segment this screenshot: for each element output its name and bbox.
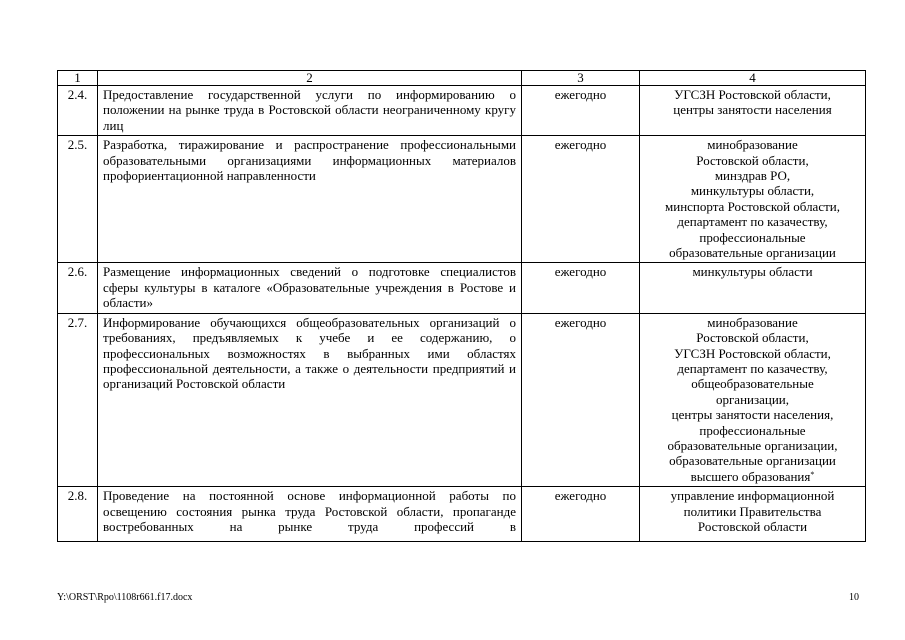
- row-executors: [640, 86, 866, 136]
- row-executors: [640, 136, 866, 263]
- executor-line: центры занятости населения: [673, 102, 832, 118]
- row-executors: [640, 313, 866, 486]
- footnote-mark: *: [810, 469, 815, 479]
- executor-line: общеобразовательные: [691, 376, 814, 392]
- row-description-text: Проведение на постоянной основе информационной работы по освещению состояния рынка труда Ростовской области, пропаганде востребованных на рынке труда профессий в: [103, 488, 516, 534]
- row-term: ежегодно: [522, 86, 640, 136]
- row-executors: [640, 263, 866, 313]
- column-number-2: 2: [98, 71, 522, 86]
- table-row: [58, 263, 866, 313]
- row-executors: [640, 487, 866, 542]
- table-header-row: [58, 71, 866, 86]
- row-description: Информирование обучающихся общеобразовательных организаций о требованиях, предъявляемых к учебе и ее содержанию, о профессиональных возможностях в выбранных ими областях профессиональной деятельности, а также о деятельности предприятий и организаций Ростовской области: [98, 313, 522, 486]
- row-description: Предоставление государственной услуги по информированию о положении на рынке труда в Ростовской области неограниченному кругу лиц: [98, 86, 522, 136]
- column-number-3: 3: [522, 71, 640, 86]
- executor-line: Ростовской области,: [696, 152, 809, 168]
- row-number: 2.4.: [58, 86, 98, 136]
- executor-line: Ростовской области: [697, 518, 808, 534]
- row-number-text: 2.8.: [67, 488, 88, 504]
- row-number: 2.7.: [58, 313, 98, 486]
- row-description: Разработка, тиражирование и распространение профессиональными образовательными организациями информационных материалов профориентационной направленности: [98, 136, 522, 263]
- row-term: ежегодно: [522, 263, 640, 313]
- row-term: [522, 487, 640, 542]
- row-term-text: ежегодно: [554, 488, 607, 504]
- executor-line: образовательные организации: [669, 453, 836, 469]
- executor-line: минкультуры области,: [690, 183, 815, 199]
- row-number: 2.6.: [58, 263, 98, 313]
- executor-line: [645, 469, 860, 484]
- executor-line: УГСЗН Ростовской области,: [674, 87, 831, 102]
- executor-line: центры занятости населения,: [671, 407, 834, 423]
- executor-line: организации,: [715, 391, 790, 407]
- executor-line: профессиональные: [699, 229, 806, 245]
- table-row: [58, 487, 866, 542]
- row-term: ежегодно: [522, 136, 640, 263]
- column-number-1: 1: [58, 71, 98, 86]
- row-number: 2.5.: [58, 136, 98, 263]
- table-row: [58, 136, 866, 263]
- executor-line: управление информационной: [670, 488, 835, 504]
- executor-line: минспорта Ростовской области,: [665, 198, 840, 214]
- executor-line: УГСЗН Ростовской области,: [674, 345, 831, 361]
- row-executors-list: [645, 488, 860, 541]
- footer-page-number: 10: [849, 592, 859, 603]
- executor-line-text: высшего образования: [690, 468, 811, 484]
- executor-line: минздрав РО,: [714, 168, 791, 184]
- executor-line: минобразование: [707, 137, 798, 153]
- table-row: [58, 313, 866, 486]
- executor-line: департамент по казачеству,: [677, 214, 828, 230]
- executor-line: профессиональные: [699, 422, 806, 438]
- footer-file-path: Y:\ORST\Rpo\1108r661.f17.docx: [57, 592, 193, 603]
- row-number: [58, 487, 98, 542]
- column-number-4: 4: [640, 71, 866, 86]
- executor-line: департамент по казачеству,: [677, 360, 828, 376]
- executor-line: Ростовской области,: [696, 330, 809, 346]
- row-description: [98, 487, 522, 542]
- executor-line: минобразование: [707, 314, 798, 330]
- executor-line: образовательные организации: [669, 245, 836, 261]
- row-term: ежегодно: [522, 313, 640, 486]
- executor-line: политики Правительства: [683, 503, 822, 519]
- table-row: [58, 86, 866, 136]
- executor-line: образовательные организации,: [667, 437, 838, 453]
- row-description: Размещение информационных сведений о подготовке специалистов сферы культуры в каталоге «Образовательные учреждения в Ростове и области»: [98, 263, 522, 313]
- executor-line: минкультуры области: [692, 264, 813, 280]
- plan-table: [57, 70, 866, 542]
